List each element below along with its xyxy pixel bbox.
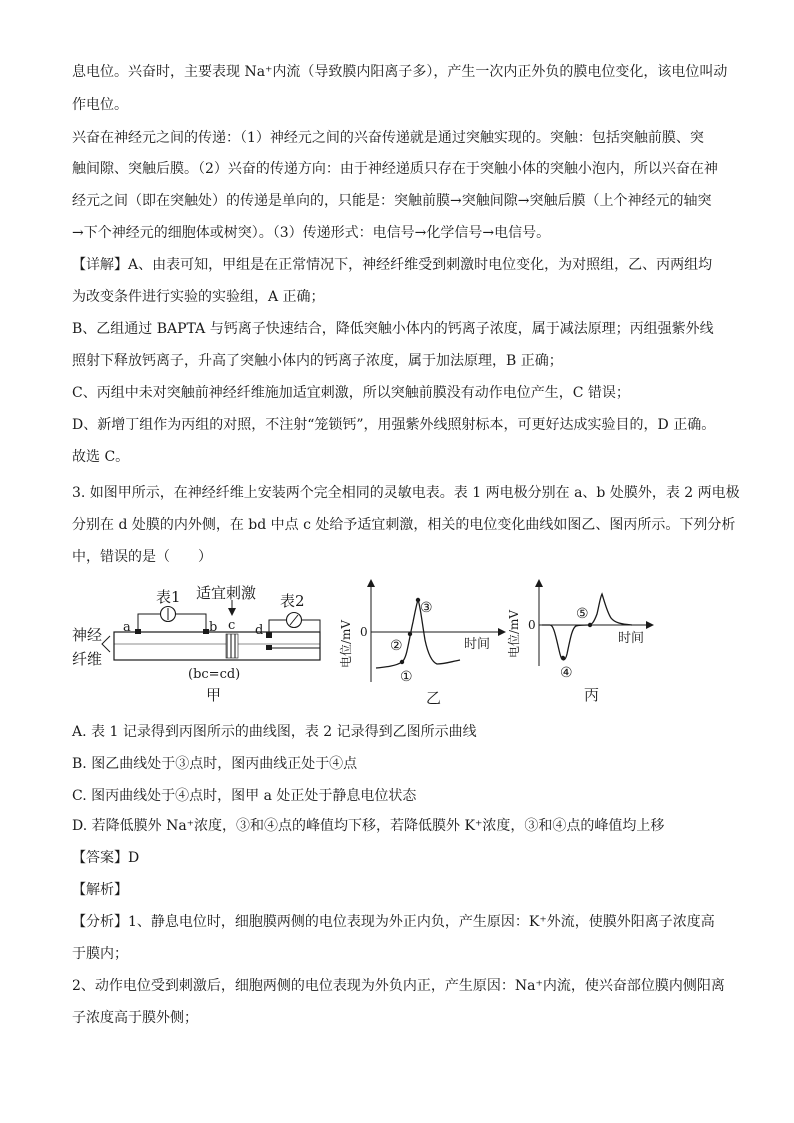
question-stem-line: 中，错误的是（ ）	[72, 549, 212, 565]
bing-marker-5: ⑤	[576, 606, 589, 622]
yi-marker-1: ①	[400, 669, 413, 685]
yi-x-axis-label: 时间	[464, 637, 491, 652]
paragraph-line: 为改变条件进行实验的实验组，A 正确；	[72, 289, 325, 305]
electrode-d-outer	[266, 632, 272, 638]
bing-point-5	[588, 623, 592, 627]
option-a: A. 表 1 记录得到丙图所示的曲线图，表 2 记录得到乙图所示曲线	[72, 724, 477, 740]
electrode-d-inner	[266, 645, 272, 650]
question-stem-line: 分别在 d 处膜的内外侧，在 bd 中点 c 处给予适宜刺激，相关的电位变化曲线如图乙、图丙所示。下列分析	[72, 517, 736, 533]
question-figure	[66, 578, 666, 708]
bing-marker-4: ④	[560, 665, 573, 681]
stimulus-label: 适宜刺激	[196, 584, 257, 602]
paragraph-line: C、丙组中未对突触前神经纤维施加适宜刺激，所以突触前膜没有动作电位产生，C 错误；	[72, 385, 630, 401]
point-c-label: c	[228, 618, 236, 633]
analysis-line: 【分析】1、静息电位时，细胞膜两侧的电位表现为外正内负，产生原因：K⁺外流，使膜外阳离子浓度高	[72, 914, 715, 930]
yi-marker-2: ②	[390, 638, 403, 654]
point-a-label: a	[123, 620, 131, 635]
figure-bing-caption: 丙	[584, 686, 600, 704]
yi-y-axis-label: 电位/mV	[339, 619, 353, 668]
bing-x-axis-label: 时间	[618, 631, 645, 646]
figure-yi	[338, 583, 502, 707]
yi-zero-label: 0	[360, 625, 368, 639]
meter2-label: 表2	[280, 592, 305, 610]
meter1-wires	[138, 614, 206, 632]
bing-y-axis-label: 电位/mV	[507, 609, 521, 658]
yi-action-potential-curve	[376, 600, 460, 668]
meter1-label: 表1	[156, 588, 181, 606]
yi-marker-3: ③	[420, 600, 433, 616]
yi-point-1	[400, 660, 404, 664]
bing-point-4	[561, 656, 565, 660]
paragraph-line: 触间隙、突触后膜。（2）兴奋的传递方向：由于神经递质只存在于突触小体的突触小泡内，所以兴奋在神	[72, 161, 718, 177]
paragraph-line: →下个神经元的细胞体或树突）。（3）传递形式：电信号→化学信号→电信号。	[72, 225, 551, 241]
bing-zero-label: 0	[528, 618, 536, 632]
paragraph-line: 经元之间（即在突触处）的传递是单向的，只能是：突触前膜→突触间隙→突触后膜（上个神经元的轴突	[72, 193, 712, 209]
figure-bing	[506, 583, 650, 704]
paragraph-line: 【详解】A、由表可知，甲组是在正常情况下，神经纤维受到刺激时电位变化，为对照组，乙、丙两组均	[72, 257, 713, 273]
ratio-note: (bc=cd)	[188, 667, 241, 682]
analysis-line: 于膜内；	[72, 946, 128, 962]
option-c: C. 图丙曲线处于④点时，图甲 a 处正处于静息电位状态	[72, 788, 417, 804]
nerve-fiber-shape	[114, 632, 320, 660]
analysis-line: 子浓度高于膜外侧；	[72, 1010, 198, 1026]
paragraph-line: B、乙组通过 BAPTA 与钙离子快速结合，降低突触小体内的钙离子浓度，属于减法原理；丙组强紫外线	[72, 321, 714, 337]
figure-jia	[72, 584, 320, 704]
yi-point-2	[408, 632, 412, 636]
fiber-label-1: 神经	[72, 626, 103, 644]
paragraph-line: 作电位。	[72, 97, 128, 113]
stimulus-site-hatch	[226, 634, 238, 658]
meter2-needle	[290, 615, 298, 625]
paragraph-line: 兴奋在神经元之间的传递：（1）神经元之间的兴奋传递就是通过突触实现的。突触：包括突触前膜、突	[72, 130, 704, 146]
paragraph-line: 照射下释放钙离子，升高了突触小体内的钙离子浓度，属于加法原理，B 正确；	[72, 353, 563, 369]
paragraph-line: 故选 C。	[72, 449, 130, 465]
analysis-heading: 【解析】	[72, 882, 128, 898]
bing-biphasic-curve	[542, 594, 632, 660]
paragraph-line: 息电位。兴奋时，主要表现 Na⁺内流（导致膜内阳离子多），产生一次内正外负的膜电位变化，该电位叫动	[72, 64, 728, 80]
option-d: D. 若降低膜外 Na⁺浓度，③和④点的峰值均下移，若降低膜外 K⁺浓度，③和④点的峰值均上移	[72, 818, 665, 834]
paragraph-line: D、新增丁组作为丙组的对照，不注射“笼锁钙”，用强紫外线照射标本，可更好达成实验目的，D 正确。	[72, 417, 716, 433]
question-stem-line: 3. 如图甲所示，在神经纤维上安装两个完全相同的灵敏电表。表 1 两电极分别在 a、b 处膜外，表 2 两电极	[72, 485, 740, 501]
electrode-a	[135, 629, 141, 634]
figure-jia-caption: 甲	[206, 686, 222, 704]
point-d-label: d	[255, 623, 264, 638]
fiber-label-2: 纤维	[72, 650, 103, 668]
point-b-label: b	[209, 620, 218, 635]
figure-yi-caption: 乙	[426, 689, 442, 707]
fiber-brace	[102, 636, 110, 652]
analysis-line: 2、动作电位受到刺激后，细胞两侧的电位表现为外负内正，产生原因：Na⁺内流，使兴奋部位膜内侧阳离	[72, 978, 725, 994]
option-b: B. 图乙曲线处于③点时，图丙曲线正处于④点	[72, 756, 358, 772]
answer-line: 【答案】D	[72, 850, 140, 866]
